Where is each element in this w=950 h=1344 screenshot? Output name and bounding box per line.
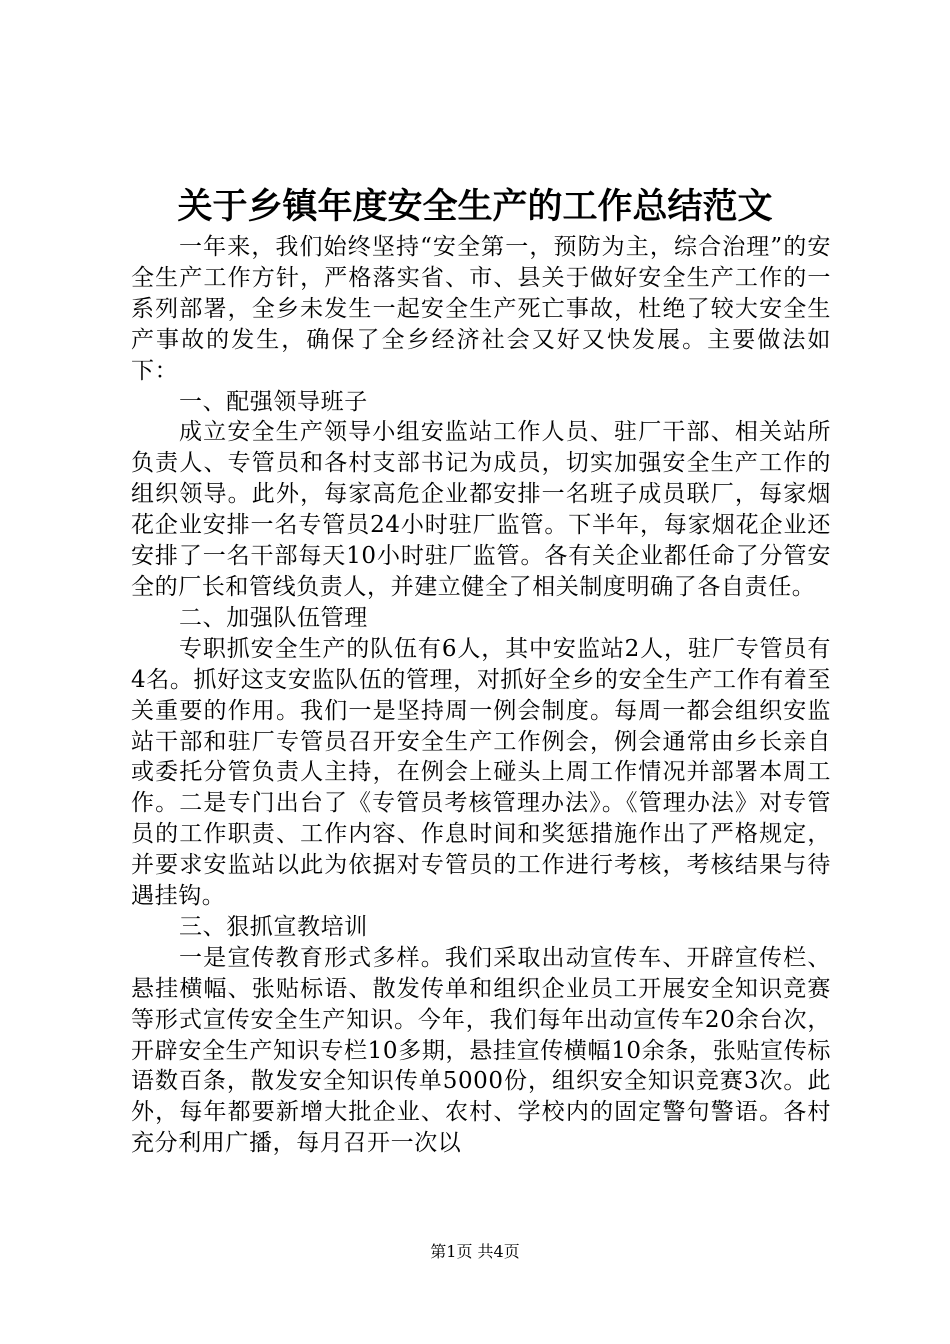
document-body bbox=[131, 232, 831, 1159]
section-heading-leadership: 一、配强领导班子 bbox=[179, 388, 368, 415]
section-heading-training: 三、狠抓宣教培训 bbox=[179, 913, 368, 940]
section-text-leadership: 成立安全生产领导小组安监站工作人员、驻厂干部、相关站所负责人、专管员和各村支部书记为成员，切实加强安全生产工作的组织领导。此外，每家高危企业都安排一名班子成员联厂，每家烟花企业安排一名专管员24小时驻厂监管。下半年，每家烟花企业还安排了一名干部每天10小时驻厂监管。各有关企业都任命了分管安全的厂长和管线负责人，并建立健全了相关制度明确了各自责任。 bbox=[131, 419, 831, 600]
page-number-footer: 第1页 共4页 bbox=[430, 1242, 520, 1261]
section-text-training: 一是宣传教育形式多样。我们采取出动宣传车、开辟宣传栏、悬挂横幅、张贴标语、散发传单和组织企业员工开展安全知识竞赛等形式宣传安全生产知识。今年，我们每年出动宣传车20余台次，开辟安全生产知识专栏10多期，悬挂宣传横幅10余条，张贴宣传标语数百条，散发安全知识传单5000份，组织安全知识竞赛3次。此外，每年都要新增大批企业、农村、学校内的固定警句警语。各村充分利用广播，每月召开一次以 bbox=[131, 944, 831, 1157]
section-text-team: 专职抓安全生产的队伍有6人，其中安监站2人，驻厂专管员有4名。抓好这支安监队伍的管理，对抓好全乡的安全生产工作有着至关重要的作用。我们一是坚持周一例会制度。每周一都会组织安监站干部和驻厂专管员召开安全生产工作例会，例会通常由乡长亲自或委托分管负责人主持，在例会上碰头上周工作情况并部署本周工作。二是专门出台了《专管员考核管理办法》。《管理办法》对专管员的工作职责、工作内容、作息时间和奖惩措施作出了严格规定，并要求安监站以此为依据对专管员的工作进行考核，考核结果与待遇挂钩。 bbox=[131, 635, 831, 910]
intro-paragraph: 一年来，我们始终坚持“安全第一，预防为主，综合治理”的安全生产工作方针，严格落实省、市、县关于做好安全生产工作的一系列部署，全乡未发生一起安全生产死亡事故，杜绝了较大安全生产事故的发生，确保了全乡经济社会又好又快发展。主要做法如下： bbox=[131, 234, 831, 384]
section-heading-team: 二、加强队伍管理 bbox=[179, 604, 368, 631]
document-title: 关于乡镇年度安全生产的工作总结范文 bbox=[177, 186, 773, 227]
